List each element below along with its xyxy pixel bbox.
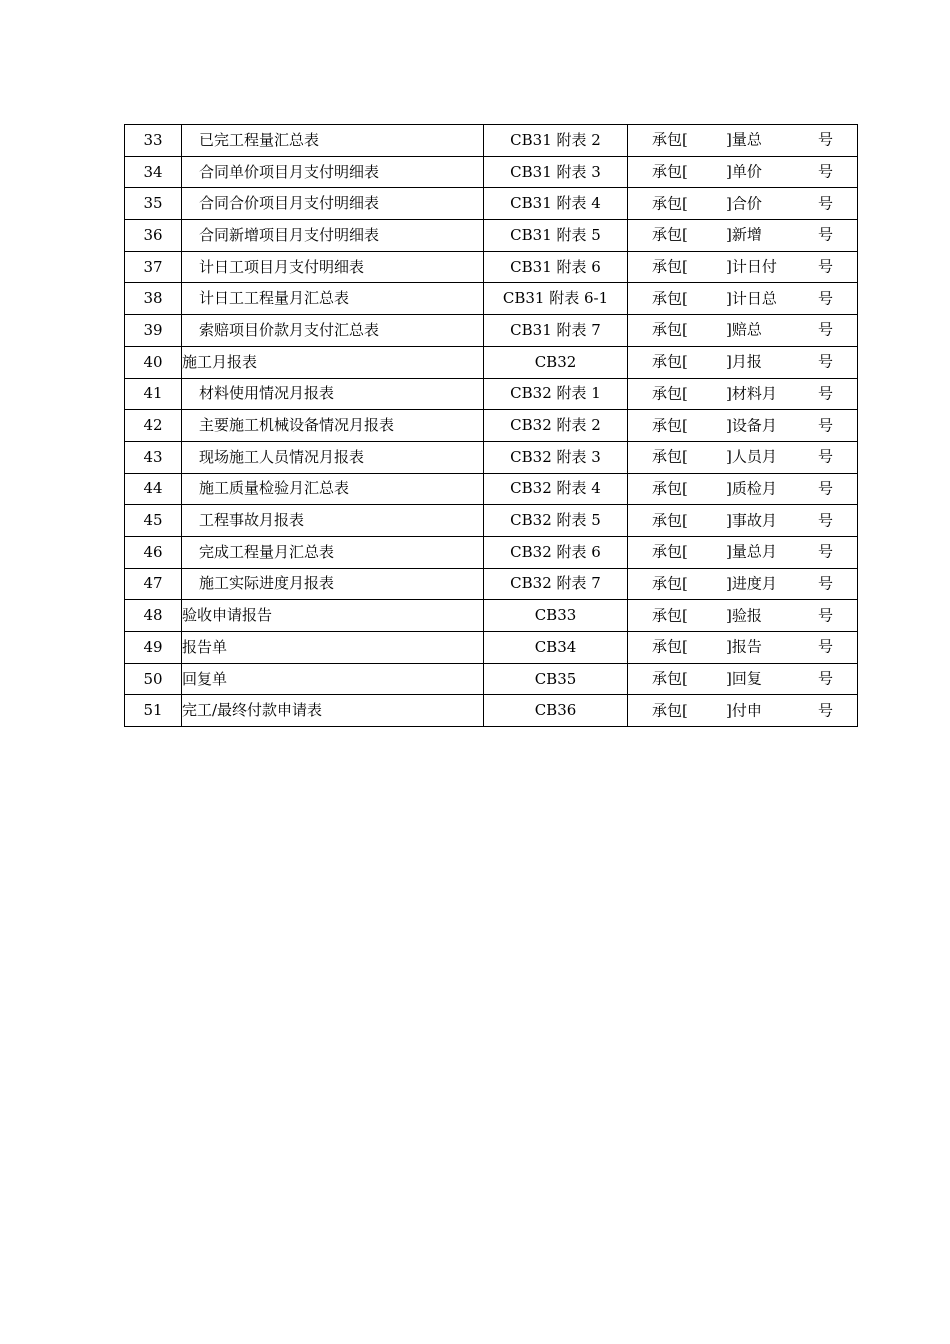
row-number: 50 — [125, 663, 182, 695]
form-code: CB31 附表 6-1 — [484, 283, 628, 315]
form-code: CB36 — [484, 695, 628, 727]
table-row — [125, 600, 858, 632]
form-name: 合同合价项目月支付明细表 — [199, 194, 380, 213]
form-name-cell — [182, 378, 484, 410]
form-number-cell — [628, 410, 858, 442]
number-prefix: 承包[ — [652, 542, 688, 561]
number-code: ]进度月 — [726, 574, 777, 593]
number-prefix: 承包[ — [652, 637, 688, 656]
number-code: ]事故月 — [726, 511, 777, 530]
form-name-cell — [182, 220, 484, 252]
form-name-cell — [182, 410, 484, 442]
form-name-cell — [182, 125, 484, 157]
form-name: 材料使用情况月报表 — [199, 384, 335, 403]
number-prefix: 承包[ — [652, 225, 688, 244]
row-number: 33 — [125, 125, 182, 157]
form-name-cell — [182, 473, 484, 505]
form-number-cell — [628, 632, 858, 664]
row-number: 48 — [125, 600, 182, 632]
form-code: CB31 附表 5 — [484, 220, 628, 252]
form-name-cell — [182, 505, 484, 537]
form-number-cell — [628, 568, 858, 600]
form-number-cell — [628, 188, 858, 220]
table-row — [125, 410, 858, 442]
number-prefix: 承包[ — [652, 511, 688, 530]
form-code: CB31 附表 2 — [484, 125, 628, 157]
row-number: 49 — [125, 632, 182, 664]
number-prefix: 承包[ — [652, 194, 688, 213]
number-suffix: 号 — [818, 289, 834, 308]
number-prefix: 承包[ — [652, 289, 688, 308]
form-code: CB32 附表 3 — [484, 441, 628, 473]
form-number-cell — [628, 378, 858, 410]
number-code: ]单价 — [726, 162, 762, 181]
form-name: 完成工程量月汇总表 — [199, 542, 335, 561]
table-row — [125, 663, 858, 695]
form-name-cell — [182, 536, 484, 568]
number-prefix: 承包[ — [652, 384, 688, 403]
form-number-cell — [628, 600, 858, 632]
form-name: 完工/最终付款申请表 — [182, 701, 323, 720]
form-name-cell — [182, 283, 484, 315]
number-suffix: 号 — [818, 352, 834, 371]
form-name-cell — [182, 156, 484, 188]
number-suffix: 号 — [818, 574, 834, 593]
number-suffix: 号 — [818, 416, 834, 435]
form-name: 施工月报表 — [182, 352, 258, 371]
table-row — [125, 378, 858, 410]
form-name: 施工实际进度月报表 — [199, 574, 335, 593]
row-number: 42 — [125, 410, 182, 442]
row-number: 39 — [125, 315, 182, 347]
form-number-cell — [628, 220, 858, 252]
number-prefix: 承包[ — [652, 352, 688, 371]
number-prefix: 承包[ — [652, 320, 688, 339]
row-number: 34 — [125, 156, 182, 188]
number-code: ]付申 — [726, 701, 762, 720]
form-name-cell — [182, 632, 484, 664]
form-name-cell — [182, 315, 484, 347]
number-prefix: 承包[ — [652, 447, 688, 466]
number-suffix: 号 — [818, 701, 834, 720]
row-number: 37 — [125, 251, 182, 283]
form-name-cell — [182, 600, 484, 632]
table-body — [125, 125, 858, 727]
form-code: CB32 附表 7 — [484, 568, 628, 600]
form-name: 施工质量检验月汇总表 — [199, 479, 350, 498]
form-code: CB32 附表 5 — [484, 505, 628, 537]
number-prefix: 承包[ — [652, 416, 688, 435]
table-row — [125, 188, 858, 220]
number-code: ]质检月 — [726, 479, 777, 498]
number-code: ]赔总 — [726, 320, 762, 339]
number-suffix: 号 — [818, 194, 834, 213]
form-code: CB34 — [484, 632, 628, 664]
table-row — [125, 156, 858, 188]
form-number-cell — [628, 473, 858, 505]
number-code: ]新增 — [726, 225, 762, 244]
form-name: 报告单 — [182, 637, 228, 656]
table-row — [125, 125, 858, 157]
form-code: CB31 附表 3 — [484, 156, 628, 188]
form-number-cell — [628, 536, 858, 568]
number-suffix: 号 — [818, 479, 834, 498]
form-code: CB31 附表 6 — [484, 251, 628, 283]
number-suffix: 号 — [818, 511, 834, 530]
number-suffix: 号 — [818, 257, 834, 276]
form-name: 索赔项目价款月支付汇总表 — [199, 320, 380, 339]
form-code: CB31 附表 7 — [484, 315, 628, 347]
form-number-cell — [628, 663, 858, 695]
form-name: 计日工项目月支付明细表 — [199, 257, 365, 276]
form-name: 验收申请报告 — [182, 606, 273, 625]
form-name: 主要施工机械设备情况月报表 — [199, 416, 395, 435]
number-code: ]人员月 — [726, 447, 777, 466]
table-row — [125, 505, 858, 537]
form-name: 现场施工人员情况月报表 — [199, 447, 365, 466]
number-suffix: 号 — [818, 606, 834, 625]
number-prefix: 承包[ — [652, 257, 688, 276]
number-suffix: 号 — [818, 669, 834, 688]
form-name: 已完工程量汇总表 — [199, 130, 320, 149]
number-prefix: 承包[ — [652, 701, 688, 720]
form-code: CB32 附表 1 — [484, 378, 628, 410]
form-code: CB32 附表 4 — [484, 473, 628, 505]
form-code: CB32 附表 6 — [484, 536, 628, 568]
form-number-cell — [628, 125, 858, 157]
form-name: 合同新增项目月支付明细表 — [199, 225, 380, 244]
table-row — [125, 441, 858, 473]
number-code: ]量总月 — [726, 542, 777, 561]
row-number: 43 — [125, 441, 182, 473]
form-name: 回复单 — [182, 669, 228, 688]
form-number-cell — [628, 251, 858, 283]
number-code: ]验报 — [726, 606, 762, 625]
number-code: ]材料月 — [726, 384, 777, 403]
row-number: 41 — [125, 378, 182, 410]
form-number-cell — [628, 346, 858, 378]
table-row — [125, 346, 858, 378]
number-prefix: 承包[ — [652, 479, 688, 498]
number-suffix: 号 — [818, 162, 834, 181]
form-name-cell — [182, 346, 484, 378]
table-row — [125, 695, 858, 727]
table-row — [125, 220, 858, 252]
number-code: ]计日总 — [726, 289, 777, 308]
form-name-cell — [182, 568, 484, 600]
form-code: CB32 — [484, 346, 628, 378]
number-prefix: 承包[ — [652, 669, 688, 688]
form-name-cell — [182, 441, 484, 473]
row-number: 40 — [125, 346, 182, 378]
form-name: 计日工工程量月汇总表 — [199, 289, 350, 308]
number-suffix: 号 — [818, 447, 834, 466]
form-number-cell — [628, 156, 858, 188]
number-suffix: 号 — [818, 637, 834, 656]
table-row — [125, 632, 858, 664]
table-row — [125, 568, 858, 600]
number-code: ]计日付 — [726, 257, 777, 276]
row-number: 44 — [125, 473, 182, 505]
form-code: CB31 附表 4 — [484, 188, 628, 220]
row-number: 51 — [125, 695, 182, 727]
number-suffix: 号 — [818, 542, 834, 561]
number-prefix: 承包[ — [652, 162, 688, 181]
form-number-cell — [628, 695, 858, 727]
table-row — [125, 315, 858, 347]
number-code: ]量总 — [726, 130, 762, 149]
number-suffix: 号 — [818, 130, 834, 149]
form-number-cell — [628, 505, 858, 537]
form-name: 工程事故月报表 — [199, 511, 305, 530]
form-number-cell — [628, 315, 858, 347]
number-prefix: 承包[ — [652, 130, 688, 149]
table-row — [125, 536, 858, 568]
number-code: ]回复 — [726, 669, 762, 688]
number-suffix: 号 — [818, 320, 834, 339]
form-name-cell — [182, 188, 484, 220]
row-number: 45 — [125, 505, 182, 537]
form-name-cell — [182, 695, 484, 727]
form-name: 合同单价项目月支付明细表 — [199, 162, 380, 181]
form-code: CB33 — [484, 600, 628, 632]
number-code: ]报告 — [726, 637, 762, 656]
form-number-cell — [628, 283, 858, 315]
table-row — [125, 283, 858, 315]
number-suffix: 号 — [818, 384, 834, 403]
number-code: ]设备月 — [726, 416, 777, 435]
number-code: ]月报 — [726, 352, 762, 371]
table-row — [125, 251, 858, 283]
number-prefix: 承包[ — [652, 574, 688, 593]
form-code: CB35 — [484, 663, 628, 695]
form-number-cell — [628, 441, 858, 473]
row-number: 36 — [125, 220, 182, 252]
row-number: 46 — [125, 536, 182, 568]
number-suffix: 号 — [818, 225, 834, 244]
form-name-cell — [182, 663, 484, 695]
row-number: 35 — [125, 188, 182, 220]
form-index-table — [124, 124, 858, 727]
number-prefix: 承包[ — [652, 606, 688, 625]
number-code: ]合价 — [726, 194, 762, 213]
table-row — [125, 473, 858, 505]
row-number: 47 — [125, 568, 182, 600]
row-number: 38 — [125, 283, 182, 315]
form-name-cell — [182, 251, 484, 283]
form-code: CB32 附表 2 — [484, 410, 628, 442]
